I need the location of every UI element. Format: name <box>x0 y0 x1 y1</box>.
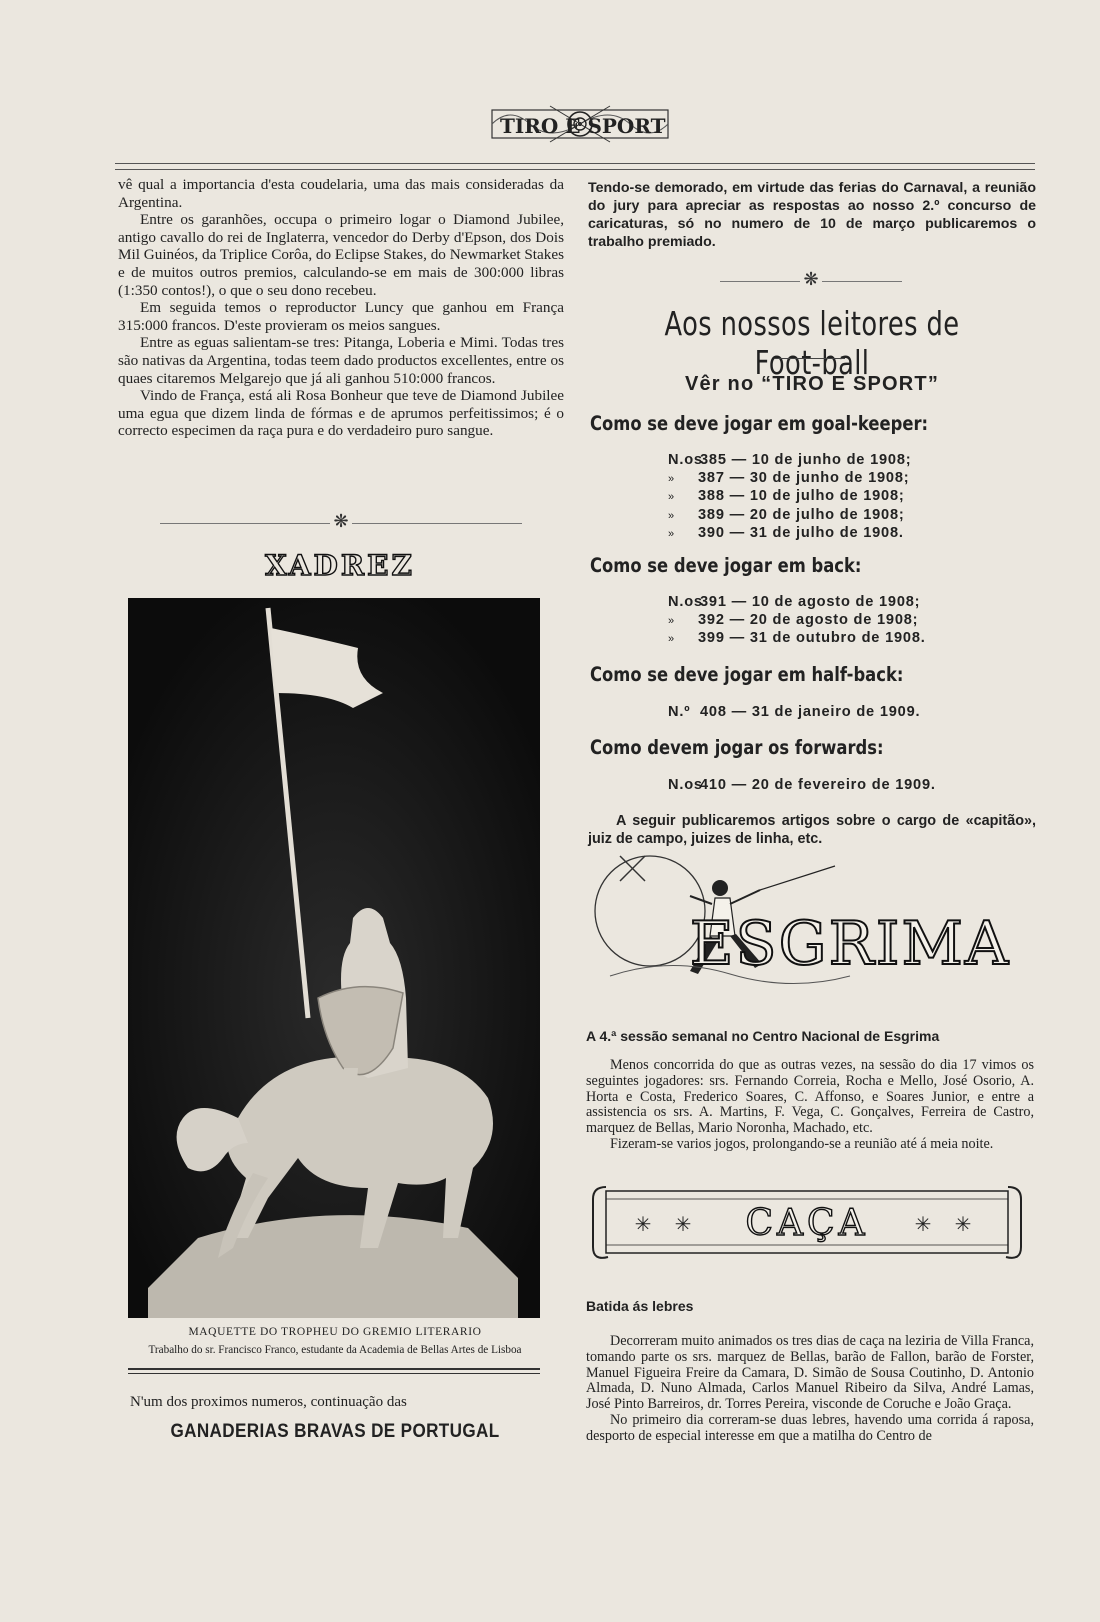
issue-text: 390 — 31 de julho de 1908. <box>698 525 904 542</box>
section-heading: Como se deve jogar em goal-keeper: <box>590 412 929 435</box>
issue-text: 387 — 30 de junho de 1908; <box>698 469 910 486</box>
issue-text: 410 — 20 de fevereiro de 1909. <box>700 777 936 793</box>
issue-text: 388 — 10 de julho de 1908; <box>698 488 905 505</box>
next-issue-text: N'um dos proximos numeros, continuação das <box>130 1394 407 1410</box>
photo-credit: Trabalho do sr. Francisco Franco, estudante da Academia de Bellas Artes de Lisboa <box>148 1344 522 1356</box>
section-heading: Como se deve jogar em half-back: <box>590 663 904 686</box>
caca-article <box>586 1334 1034 1445</box>
issue-list <box>668 777 1008 795</box>
esgrima-heading: A 4.ª sessão semanal no Centro Nacional de Esgrima <box>586 1028 940 1044</box>
issue-text: 408 — 31 de janeiro de 1909. <box>700 704 921 720</box>
football-title: Aos nossos leitores de Foot-ball <box>664 304 960 382</box>
left-article <box>118 176 564 440</box>
caca-banner <box>588 1177 1026 1265</box>
issue-prefix: » <box>668 472 675 485</box>
divider-rule <box>352 523 522 524</box>
issue-prefix: » <box>668 491 675 504</box>
esgrima-paragraph: Menos concorrida do que as outras vezes, na sessão do dia 17 vimos os seguintes jogadores: srs. Fernando Correia, Rocha e Mello, José Osorio, A. Horta e Costa, Frederico Soares, C. Affonso, e Soares Junior, e entre a assistencia os srs. A. Martins, F. Vega, C. Gonçalves, Ferreira de Castro, marquez de Bellas, Mario Noronha, Machado, etc. <box>586 1057 1034 1137</box>
carnaval-notice: Tendo-se demorado, em virtude das ferias do Carnaval, a reunião do jury para apreciar as respostas ao nosso 2.º concurso de caricaturas, só no numero de 10 de março publicaremos o trabalho premiado. <box>588 180 1036 250</box>
next-issue-title: GANADERIAS BRAVAS DE PORTUGAL <box>170 1421 500 1442</box>
left-paragraph: Em seguida temos o reproductor Luncy que ganhou em França 315:000 francos. D'este provieram os meios sangues. <box>118 299 564 334</box>
issue-line <box>668 777 1008 795</box>
caca-paragraph: No primeiro dia correram-se duas lebres, havendo uma corrida á raposa, desporto de especial interesse em que a matilha do Centro de <box>586 1411 1034 1444</box>
issue-list <box>668 704 1008 722</box>
issue-prefix: » <box>668 509 675 522</box>
issue-text: 399 — 31 de outubro de 1908. <box>698 630 926 647</box>
masthead-logo <box>490 100 670 148</box>
flower-ornament-icon: ❋ <box>333 511 349 531</box>
trophy-photo <box>128 598 540 1318</box>
issue-text: 389 — 20 de julho de 1908; <box>698 506 905 523</box>
section-heading: Como devem jogar os forwards: <box>590 736 884 759</box>
left-paragraph: vê qual a importancia d'esta coudelaria, uma das mais consideradas da Argentina. <box>118 176 564 211</box>
star-ornament-icon: ✳ <box>674 1214 692 1236</box>
issue-line <box>668 612 1008 631</box>
issue-line <box>668 452 1008 470</box>
star-ornament-icon: ✳ <box>954 1214 972 1236</box>
caca-paragraph: Decorreram muito animados os tres dias de caça na leziria de Villa Franca, tomando parte os srs. marquez de Bellas, barão de Fallon, barão de Forster, Manuel Figueira Freire da Camara, D. Simão de Sousa Coutinho, D. Antonio Almada, D. Nuno Almada, Carlos Manuel Ribeiro da Silva, André Lamas, José Pinto Barreiros, dr. Torres Pereira, visconde de Coruche e João Graça. <box>586 1333 1034 1413</box>
divider-rule <box>720 281 800 282</box>
star-ornament-icon: ✳ <box>914 1214 932 1236</box>
issue-prefix: » <box>668 528 675 541</box>
esgrima-paragraph: Fizeram-se varios jogos, prolongando-se a reunião até á meia noite. <box>610 1135 994 1152</box>
following-note: A seguir publicaremos artigos sobre o cargo de «capitão», juiz de campo, juizes de linha, etc. <box>588 813 1036 847</box>
divider-rule <box>822 281 902 282</box>
divider-rule <box>160 523 330 524</box>
left-paragraph: Vindo de França, está ali Rosa Bonheur que teve de Diamond Jubilee uma egua que dizem linda de fórmas e de aprumos perfeitissimos; é o correcto especimen da raça pura e do verdadeiro puro sangue. <box>118 387 564 440</box>
flower-ornament-icon: ❋ <box>803 269 819 289</box>
issue-line <box>668 630 1008 649</box>
xadrez-title <box>230 548 450 582</box>
section-heading: Como se deve jogar em back: <box>590 554 862 577</box>
issue-text: 385 — 10 de junho de 1908; <box>700 452 912 468</box>
esgrima-header <box>590 846 1010 1016</box>
issue-line <box>668 525 1008 544</box>
top-rule <box>115 163 1035 170</box>
issue-list <box>668 452 1008 544</box>
ver-line: Vêr no “TIRO E SPORT” <box>684 373 940 395</box>
issue-text: 391 — 10 de agosto de 1908; <box>700 594 921 610</box>
issue-line <box>668 488 1008 507</box>
photo-caption: MAQUETTE DO TROPHEU DO GREMIO LITERARIO <box>188 1326 482 1338</box>
divider-rule <box>775 358 845 359</box>
caca-title: CAÇA <box>745 1203 869 1244</box>
caption-rule <box>128 1368 540 1374</box>
issue-text: 392 — 20 de agosto de 1908; <box>698 611 919 628</box>
masthead-title: TIRO E SPORT <box>500 114 666 138</box>
issue-line <box>668 507 1008 526</box>
star-ornament-icon: ✳ <box>634 1214 652 1236</box>
issue-prefix: » <box>668 633 675 646</box>
xadrez-title-text: XADREZ <box>265 549 415 582</box>
esgrima-article <box>586 1058 1034 1153</box>
issue-line <box>668 470 1008 489</box>
caca-heading: Batida ás lebres <box>586 1298 694 1314</box>
issue-line <box>668 594 1008 612</box>
issue-prefix: » <box>668 614 675 627</box>
left-paragraph: Entre os garanhões, occupa o primeiro logar o Diamond Jubilee, antigo cavallo do rei de Inglaterra, vencedor do Derby d'Epson, dos Dois Mil Guinéos, da Triplice Corôa, do Eclipse Stakes, do Newmarket Stakes e de muitos outros premios, calculando-se em mais de 300:000 libras (1:350 contos!), o que o seu dono recebeu. <box>118 211 564 299</box>
issue-prefix: N.os <box>668 594 703 610</box>
left-paragraph: Entre as eguas salientam-se tres: Pitanga, Loberia e Mimi. Todas tres são nativas da Argentina, todas teem dado productos excellentes, entre os quaes citaremos Melgarejo que já ali ganhou 510:000 francos. <box>118 334 564 387</box>
esgrima-title: ESGRIMA <box>689 909 1010 979</box>
issue-prefix: N.os <box>668 777 703 793</box>
issue-prefix: N.os <box>668 452 703 468</box>
issue-prefix: N.º <box>668 704 691 720</box>
issue-list <box>668 594 1008 649</box>
issue-line <box>668 704 1008 722</box>
